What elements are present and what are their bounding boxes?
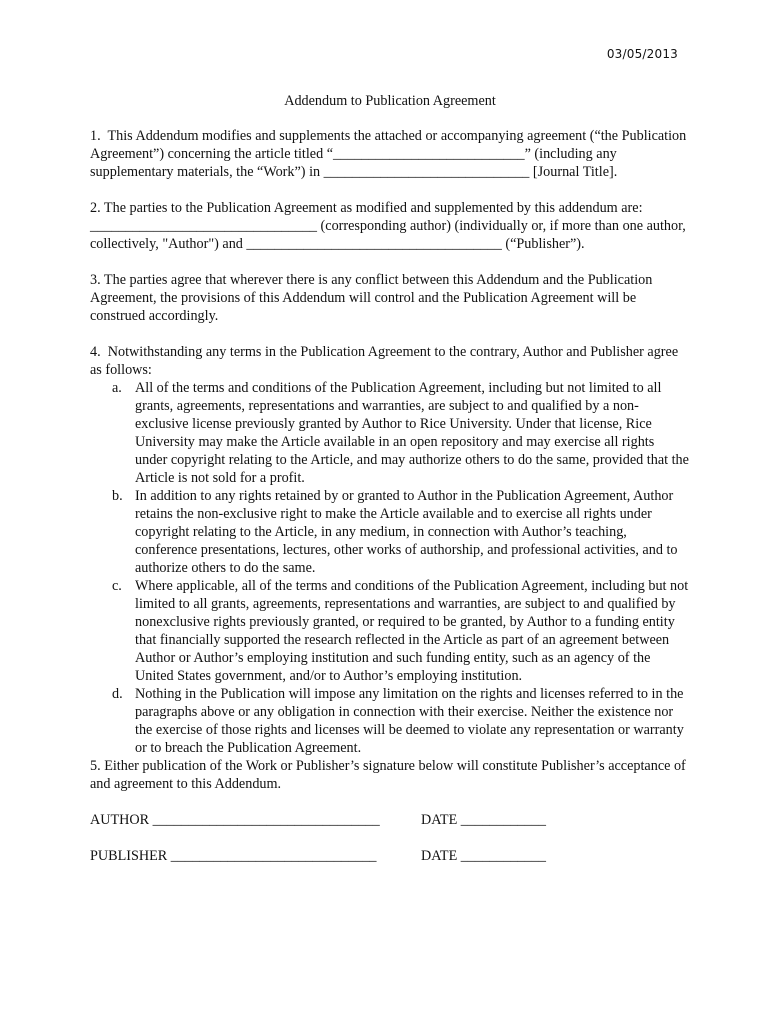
document-title: Addendum to Publication Agreement [284, 93, 496, 109]
list-item-marker: a. [112, 380, 122, 396]
document-date: 03/05/2013 [606, 47, 678, 61]
list-item-marker: b. [112, 488, 123, 504]
list-item-marker: c. [112, 578, 122, 594]
publisher-signature-row [90, 847, 690, 865]
publisher-signature-line[interactable]: PUBLISHER _____________________________ [90, 848, 377, 864]
list-item-marker: d. [112, 686, 123, 702]
paragraph-2: 2. The parties to the Publication Agreement as modified and supplemented by this addendum are: ________________________________ (corresponding author) (individually or, if more than one author, collectively, "Author") and ____________________________________ (“Publisher”). [90, 200, 690, 252]
list-item [90, 685, 690, 757]
paragraph-4-list [90, 379, 690, 757]
list-item-text: All of the terms and conditions of the Publication Agreement, including but not limited to all grants, agreements, representations and warranties, are subject to and qualified by a non-exclusive license previously granted by Author to Rice University. Under that license, Rice University may make the Article available in an open repository and may exercise all rights under copyright relating to the Article, and may authorize others to do the same, provided that the Article is not sold for a profit. [135, 380, 689, 486]
author-signature-row [90, 811, 690, 829]
list-item [90, 577, 690, 685]
paragraph-5: 5. Either publication of the Work or Publisher’s signature below will constitute Publisher’s acceptance of and agreement to this Addendum. [90, 758, 686, 792]
author-signature-line[interactable]: AUTHOR ________________________________ [90, 812, 380, 828]
author-date-line[interactable]: DATE ____________ [421, 812, 546, 828]
list-item-text: In addition to any rights retained by or granted to Author in the Publication Agreement, Author retains the non-exclusive right to make the Article available and to exercise all rights under copyright relating to the Article, in any medium, in connection with Author’s teaching, conference presentations, lectures, other works of authorship, and professional activities, and to authorize others to do the same. [135, 488, 678, 576]
publisher-date-line[interactable]: DATE ____________ [421, 848, 546, 864]
paragraph-3: 3. The parties agree that wherever there is any conflict between this Addendum and the Publication Agreement, the provisions of this Addendum will control and the Publication Agreement will be construed accordingly. [90, 272, 656, 324]
list-item [90, 379, 690, 487]
paragraph-4-intro: 4. Notwithstanding any terms in the Publication Agreement to the contrary, Author and Publisher agree as follows: [90, 344, 682, 378]
document-body [90, 92, 690, 883]
list-item-text: Where applicable, all of the terms and conditions of the Publication Agreement, including but not limited to all grants, agreements, representations and warranties, are subject to and qualified by nonexclusive rights previously granted, or required to be granted, by Author to a funding entity that financially supported the research reflected in the Article as part of an agreement between Author or Author’s employing institution and such funding entity, such as an agency of the United States government, and/or to Author’s employing institution. [135, 578, 689, 684]
paragraph-1: 1. This Addendum modifies and supplements the attached or accompanying agreement (“the Publication Agreement”) concerning the article titled “___________________________” (including any supplementary materials, the “Work”) in _____________________________ [Journal Title]. [90, 128, 690, 180]
list-item-text: Nothing in the Publication will impose any limitation on the rights and licenses referred to in the paragraphs above or any obligation in connection with their exercise. Neither the existence nor the exercise of those rights and licenses will be deemed to violate any representation or warranty or to breach the Publication Agreement. [135, 686, 684, 756]
list-item [90, 487, 690, 577]
